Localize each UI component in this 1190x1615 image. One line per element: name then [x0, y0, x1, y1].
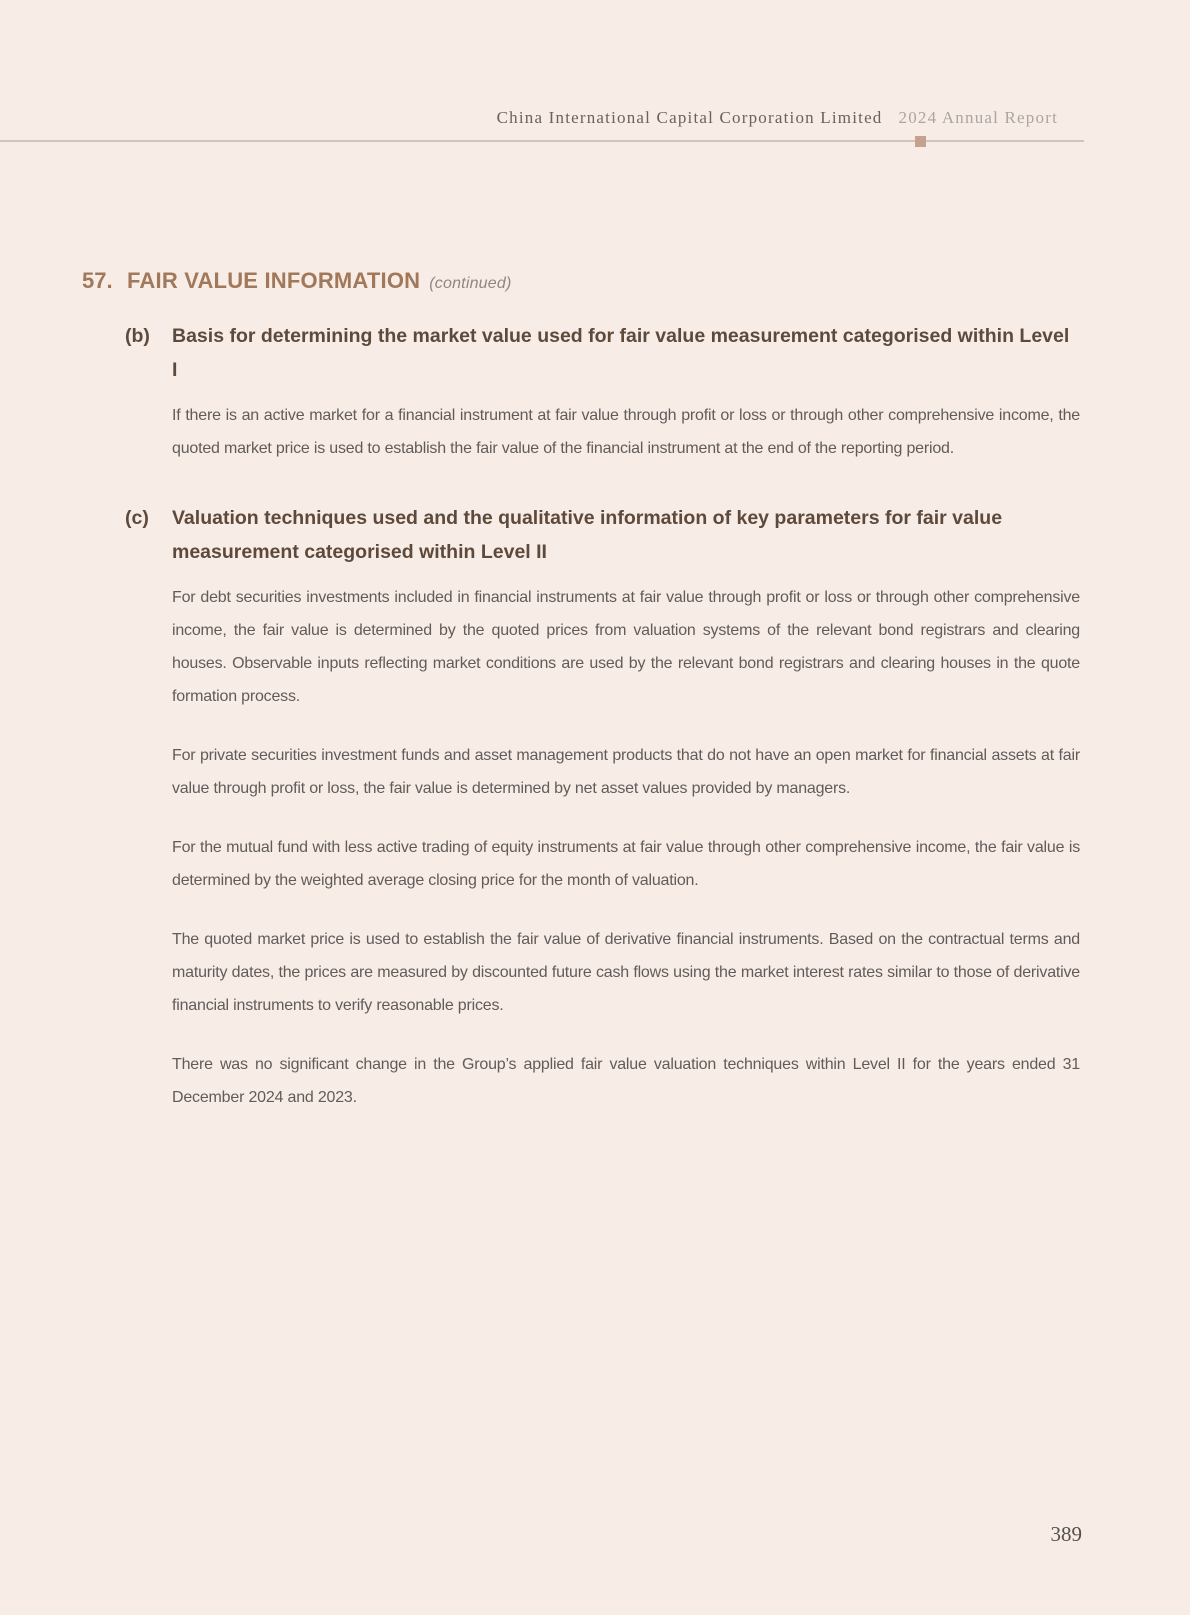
subsection-c-title: Valuation techniques used and the qualitative information of key parameters for fair value measurement categorised within Level II: [172, 507, 1003, 563]
header-rule-square-marker: [915, 136, 926, 147]
subsection-b: [125, 319, 1080, 465]
subsection-b-label: (b): [125, 325, 150, 347]
section-continued-label: (continued): [429, 275, 512, 292]
section-number: 57.: [82, 268, 113, 293]
subsection-c-label: (c): [125, 507, 149, 529]
paragraph: For private securities investment funds and asset management products that do not have an open market for financial assets at fair value through profit or loss, the fair value is determined by net asset values provided by managers.: [172, 747, 1080, 797]
subsection-b-title: Basis for determining the market value used for fair value measurement categorised within Level I: [172, 325, 1070, 381]
company-name: China International Capital Corporation Limited: [496, 108, 883, 127]
page-header: [497, 108, 1058, 128]
section-heading: [82, 266, 1080, 299]
report-title: 2024 Annual Report: [898, 108, 1058, 127]
main-content: [82, 266, 1080, 1114]
subsection-c: [125, 501, 1080, 1114]
paragraph: If there is an active market for a financial instrument at fair value through profit or loss or through other comprehensive income, the quoted market price is used to establish the fair value of the financial instrument at the end of the reporting period.: [172, 407, 1080, 457]
paragraph: For debt securities investments included in financial instruments at fair value through profit or loss or through other comprehensive income, the fair value is determined by the quoted prices from valuation systems of the relevant bond registrars and clearing houses. Observable inputs reflecting market conditions are used by the relevant bond registrars and clearing houses in the quote formation process.: [172, 589, 1080, 705]
section-title-text: FAIR VALUE INFORMATION: [127, 268, 421, 293]
page-number: 389: [1050, 1522, 1082, 1546]
subsection-b-heading: [125, 319, 1080, 387]
subsection-c-heading: [125, 501, 1080, 569]
section-title: [127, 266, 512, 299]
paragraph: For the mutual fund with less active trading of equity instruments at fair value through other comprehensive income, the fair value is determined by the weighted average closing price for the month of valuation.: [172, 839, 1080, 889]
paragraph: There was no significant change in the Group’s applied fair value valuation techniques within Level II for the years ended 31 December 2024 and 2023.: [172, 1056, 1080, 1106]
subsection-c-body: [172, 581, 1080, 1114]
paragraph: The quoted market price is used to establish the fair value of derivative financial instruments. Based on the contractual terms and maturity dates, the prices are measured by discounted future cash flows using the market interest rates similar to those of derivative financial instruments to verify reasonable prices.: [172, 931, 1080, 1014]
subsection-b-body: [172, 399, 1080, 465]
